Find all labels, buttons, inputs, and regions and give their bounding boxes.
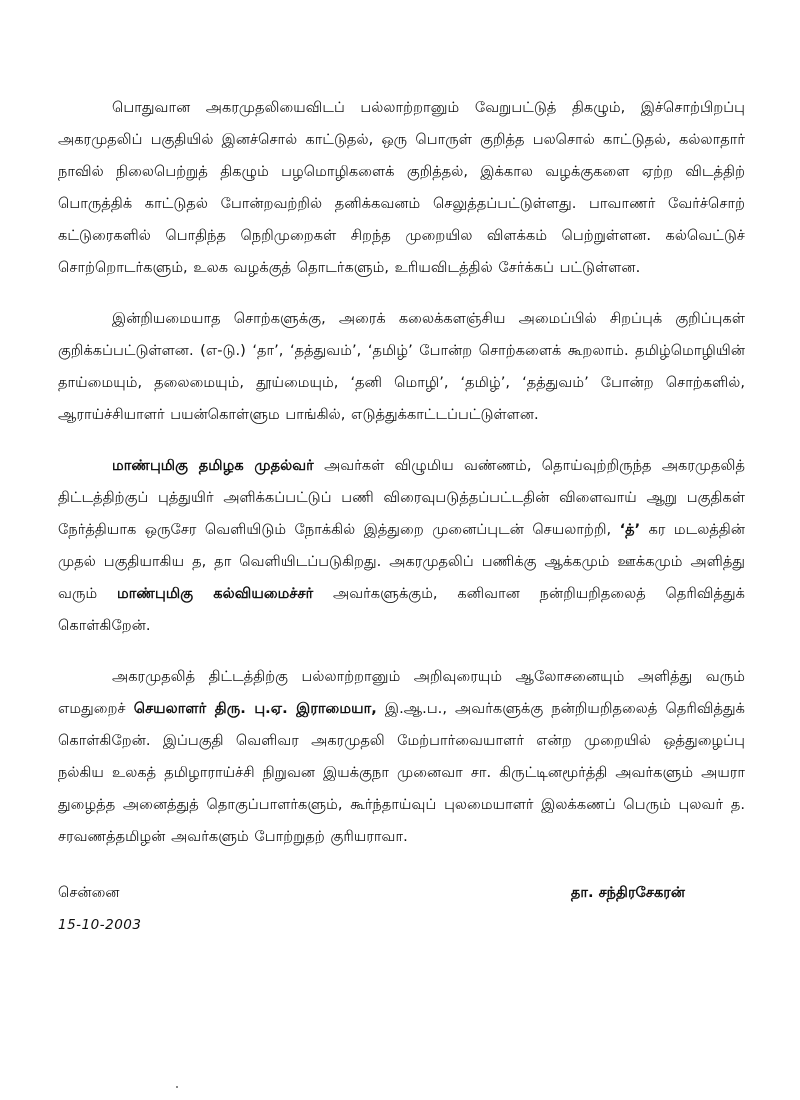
place-date-block — [58, 877, 141, 941]
paragraph-3-text-3: அவர்களுக்கும், கனிவான நன்றியறிதலைத் தெரிவித்துக் கொள்கிறேன். — [58, 585, 745, 634]
paragraph-3 — [58, 450, 745, 642]
paragraph-3-text-2: கர மடலத்தின் முதல் பகுதியாகிய த, தா வெளியிடப்படுகிறது. அகரமுதலிப் பணிக்கு ஆக்கமும் ஊக்கமும் அளித்து வரும் — [58, 521, 745, 602]
secretary-name: செயலாளர் திரு. பு.ஏ. இராமையா, — [133, 700, 377, 717]
paragraph-4-text-1: அகரமுதலித் திட்டத்திற்கு பல்லாற்றானும் அறிவுரையும் ஆலோசனையும் அளித்து வரும் எமதுறைச் — [58, 668, 745, 717]
signature-name: தா. சந்திரசேகரன் — [570, 884, 685, 901]
education-minister-title: மாண்புமிகு கல்வியமைச்சர் — [117, 585, 314, 602]
place-name: சென்னை — [58, 884, 120, 901]
document-footer — [58, 877, 745, 941]
letter-ta-mark: ‘த்’ — [619, 521, 641, 538]
paragraph-2: இன்றியமையாத சொற்களுக்கு, அரைக் கலைக்களஞ்சிய அமைப்பில் சிறப்புக் குறிப்புகள் குறிக்கப்பட்டுள்ளன. (எ-டு.) ‘தா’, ‘தத்துவம்’, ‘தமிழ்’ போன்ற சொற்களைக் கூறலாம். தமிழ்மொழியின் தாய்மையும், தலைமையும், தூய்மையும், ‘தனி மொழி’, ‘தமிழ்’, ‘தத்துவம்’ போன்ற சொற்களில், ஆராய்ச்சியாளர் பயன்கொள்ளும பாங்கில், எடுத்துக்காட்டப்பட்டுள்ளன. — [58, 310, 745, 423]
chief-minister-title: மாண்புமிகு தமிழக முதல்வர் — [112, 457, 314, 474]
paragraph-4-text-2: இ.ஆ.ப., அவர்களுக்கு நன்றியறிதலைத் தெரிவித்துக் கொள்கிறேன். இப்பகுதி வெளிவர அகரமுதலி மேற்பார்வையாளர் என்ற முறையில் ஒத்துழைப்பு நல்கிய உலகத் தமிழாராய்ச்சி நிறுவன இயக்குநா முனைவா சா. கிருட்டினமூர்த்தி அவர்களும் அயரா துழைத்த அனைத்துத் தொகுப்பாளர்களும், கூர்ந்தாய்வுப் புலமையாளர் இலக்கணப் பெரும் புலவர் த. சரவணத்தமிழன் அவர்களும் போற்றுதற் குரியராவா. — [58, 700, 746, 845]
paragraph-4 — [58, 661, 745, 853]
scan-speck — [176, 1086, 178, 1088]
date: 15-10-2003 — [58, 917, 142, 933]
paragraph-3-text-1: அவர்கள் விழுமிய வண்ணம், தொய்வுற்றிருந்த அகரமுதலித் திட்டத்திற்குப் புத்துயிர் அளிக்கப்பட்டுப் பணி விரைவுபடுத்தப்பட்டதின் விளைவாய் ஆறு பகுதிகள் நேர்த்தியாக ஒருசேர வெளியிடும் நோக்கில் இத்துறை முனைப்புடன் செயலாற்றி, — [58, 457, 745, 538]
paragraph-1: பொதுவான அகரமுதலியைவிடப் பல்லாற்றானும் வேறுபட்டுத் திகழும், இச்சொற்பிறப்பு அகரமுதலிப் பகுதியில் இனச்சொல் காட்டுதல், ஒரு பொருள் குறித்த பலசொல் காட்டுதல், கல்லாதார் நாவில் நிலைபெற்றுத் திகழும் பழமொழிகளைக் குறித்தல், இக்கால வழக்குகளை ஏற்ற விடத்திற் பொருத்திக் காட்டுதல் போன்றவற்றில் தனிக்கவனம் செலுத்தப்பட்டுள்ளது. பாவாணர் வேர்ச்சொற் கட்டுரைகளில் பொதிந்த நெறிமுறைகள் சிறந்த முறையில விளக்கம் பெற்றுள்ளன. கல்வெட்டுச் சொற்றொடர்களும், உலக வழக்குத் தொடர்களும், உரியவிடத்தில் சேர்க்கப் பட்டுள்ளன. — [58, 99, 745, 276]
